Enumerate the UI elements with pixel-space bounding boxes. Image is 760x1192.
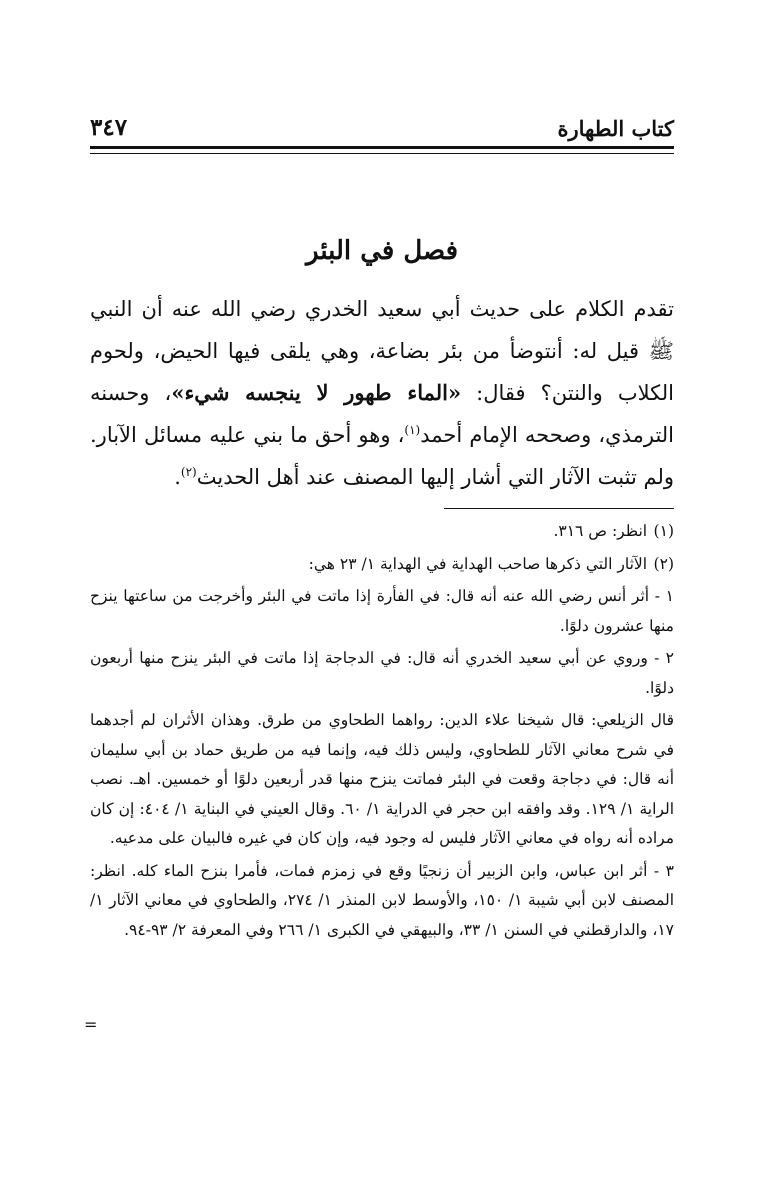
footnote-ref-1[interactable]: (١) xyxy=(404,423,421,437)
footnote-2-item-3: ٣ - أثر ابن عباس، وابن الزبير أن زنجيًا وقع في زمزم فمات، فأمرا بنزح الماء كله. انظر: المصنف لابن أبي شيبة ١/ ١٥٠، والأوسط لابن المنذر ١/ ٢٧٤، والطحاوي في معاني الآثار ١/ ١٧، والدارقطني في السنن ١/ ٣٣، والبيهقي في الكبرى ١/ ٢٦٦ وفي المعرفة ٢/ ٩٣-٩٤. xyxy=(90,861,674,939)
main-paragraph xyxy=(90,288,674,498)
section-title: فصل في البئر xyxy=(305,236,459,266)
book-title: كتاب الطهارة xyxy=(557,116,674,141)
footnotes xyxy=(90,517,674,948)
body-text-part4: . xyxy=(174,465,181,489)
hadith-quote: «الماء طهور لا ينجسه شيء» xyxy=(171,380,462,405)
header-rule-thin xyxy=(90,153,674,154)
page-ornament: = xyxy=(84,1015,98,1034)
body-text-part2: ، وحسنه الترمذي، وصححه الإمام أحمد xyxy=(90,381,675,447)
footnote-2-zaylai-note: قال الزيلعي: قال شيخنا علاء الدين: رواهما الطحاوي من طرق. وهذان الأثران لم أجدهما في شرح معاني الآثار للطحاوي، وليس ذلك فيه، وإنما فيه من طريق حماد بن أبي سليمان أنه قال: في دجاجة وقعت في البئر فماتت ينزح منها قدر أربعين دلوًا أو خمسين. اهـ. نصب الراية ١/ ١٢٩. وقد وافقه ابن حجر في الدراية ١/ ٦٠. وقال العيني في البناية ١/ ٤٠٤: إن كان مراده أنه رواه في معاني الآثار فليس له وجود فيه، وإن كان في غيره فالبيان على مدعيه. xyxy=(90,711,675,847)
footnote-2-item-2: ٢ - وروي عن أبي سعيد الخدري أنه قال: في الدجاجة إذا ماتت في البئر ينزح منها أربعون دلوًا. xyxy=(90,649,674,697)
running-header xyxy=(90,112,674,146)
footnote-1 xyxy=(90,517,674,547)
footnote-2 xyxy=(90,550,674,580)
body-text-part3: ، وهو أحق ما بني عليه مسائل الآبار. ولم تثبت الآثار التي أشار إليها المصنف عند أهل الحديث xyxy=(90,423,674,489)
footnote-ref-2[interactable]: (٢) xyxy=(180,465,197,479)
footnote-1-number: (١) xyxy=(653,522,674,540)
footnote-2-text: الآثار التي ذكرها صاحب الهداية في الهداية ١/ ٢٣ هي: xyxy=(308,554,648,573)
page-number: ٣٤٧ xyxy=(90,114,128,141)
footnote-2-number: (٢) xyxy=(653,554,674,573)
footnote-separator xyxy=(444,508,674,509)
header-rule-thick xyxy=(90,146,674,149)
footnote-2-item-1: ١ - أثر أنس رضي الله عنه أنه قال: في الفأرة إذا ماتت في البئر وأخرجت من ساعتها ينزح منها عشرون دلوًا. xyxy=(90,587,674,635)
footnote-1-text: انظر: ص ٣١٦. xyxy=(553,522,648,540)
body-text-part1: تقدم الكلام على حديث أبي سعيد الخدري رضي الله عنه أن النبي ﷺ قيل له: أنتوضأ من بئر بضاعة، وهي يلقى فيها الحيض، ولحوم الكلاب والنتن؟ فقال: xyxy=(90,297,674,405)
